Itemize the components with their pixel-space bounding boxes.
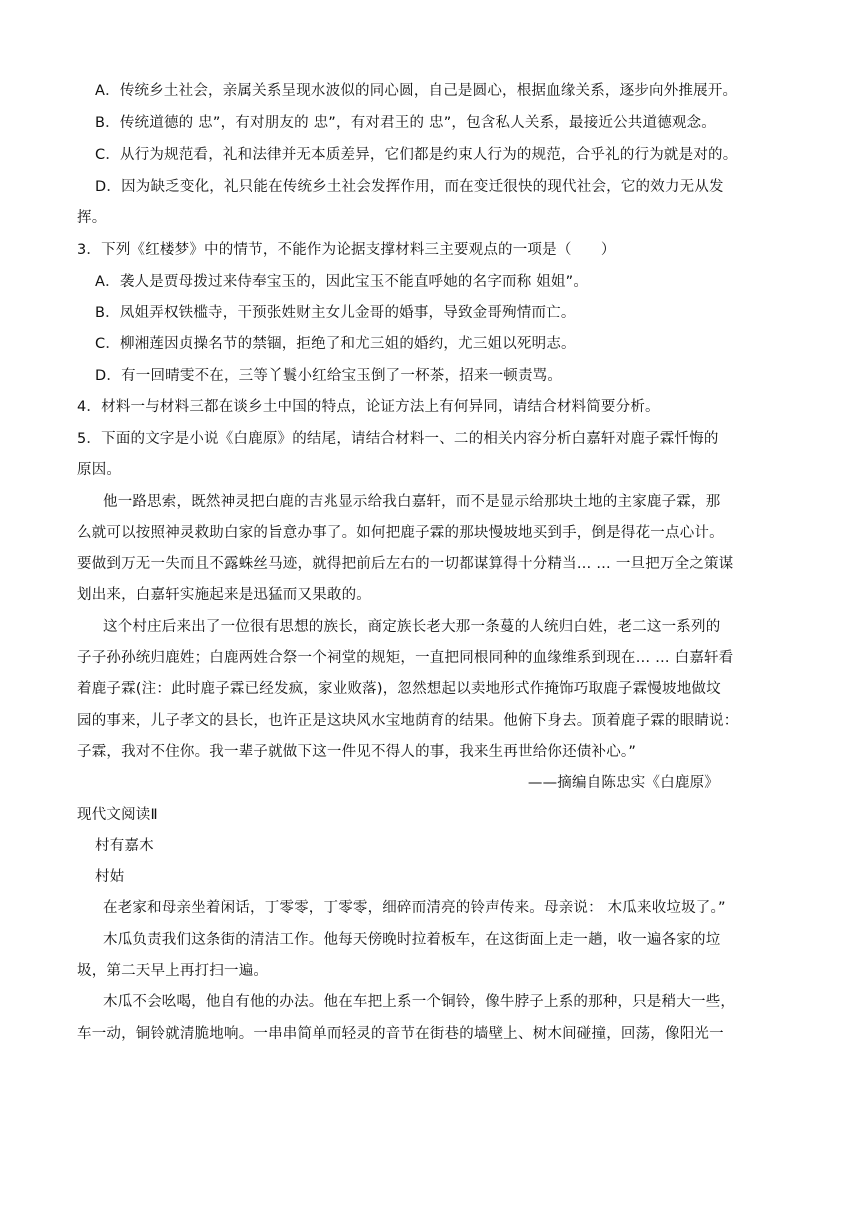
story-line: 木瓜不会吆喝，他自有他的办法。他在车把上系一个铜铃，像牛脖子上系的那种，只是稍大一些， [103, 994, 736, 1010]
excerpt-line: 他一路思索，既然神灵把白鹿的吉兆显示给我白嘉轩，而不是显示给那块土地的主家鹿子霖，那 [103, 494, 721, 510]
question-4: 4．材料一与材料三都在谈乡土中国的特点，论证方法上有何异同，请结合材料简要分析。 [77, 399, 660, 415]
excerpt-line: 子霖，我对不住你。我一辈子就做下这一件见不得人的事，我来生再世给你还债补心。” [77, 744, 637, 760]
q2-option-b: B．传统道德的 忠”，有对朋友的 忠”，有对君王的 忠”，包含私人关系，最接近公共道德观念。 [95, 115, 717, 131]
question-5-line-1: 5．下面的文字是小说《白鹿原》的结尾，请结合材料一、二的相关内容分析白嘉轩对鹿子霖忏悔的 [77, 431, 719, 447]
q3-option-b: B．凤姐弄权铁槛寺，干预张姓财主女儿金哥的婚事，导致金哥殉情而亡。 [95, 305, 576, 321]
story-author: 村姑 [95, 869, 125, 885]
excerpt-line: 要做到万无一失而且不露蛛丝马迹，就得把前后左右的一切都谋算得十分精当… … 一旦把万全之策谋 [77, 556, 734, 572]
q3-option-a: A．袭人是贾母拨过来侍奉宝玉的，因此宝玉不能直呼她的名字而称 姐姐”。 [95, 274, 589, 290]
excerpt-line: 么就可以按照神灵救助白家的旨意办事了。如何把鹿子霖的那块慢坡地买到手，倒是得花一点心计。 [77, 525, 724, 541]
story-line: 车一动，铜铃就清脆地响。一串串简单而轻灵的音节在街巷的墙壁上、树木间碰撞，回荡，像阳光一 [77, 1026, 724, 1042]
q3-option-d: D．有一回晴雯不在，三等丫鬟小红给宝玉倒了一杯茶，招来一顿责骂。 [95, 368, 563, 384]
excerpt-attribution: ——摘编自陈忠实《白鹿原》 [527, 775, 719, 791]
excerpt-line: 子子孙孙统归鹿姓；白鹿两姓合祭一个祠堂的规矩，一直把同根同种的血缘维系到现在… … 白嘉轩看 [77, 650, 734, 666]
story-line: 在老家和母亲坐着闲话，丁零零，丁零零，细碎而清亮的铃声传来。母亲说： 木瓜来收垃圾了。” [103, 900, 726, 916]
q2-option-a: A．传统乡土社会，亲属关系呈现水波似的同心圆，自己是圆心，根据血缘关系，逐步向外推展开。 [95, 83, 738, 99]
q2-option-c: C．从行为规范看，礼和法律并无本质差异，它们都是约束人行为的规范，合乎礼的行为就是对的。 [95, 147, 738, 163]
q2-option-d: D．因为缺乏变化，礼只能在传统乡土社会发挥作用，而在变迁很快的现代社会，它的效力无从发 [95, 179, 724, 195]
story-line: 圾，第二天早上再打扫一遍。 [77, 963, 269, 979]
question-5-line-2: 原因。 [77, 462, 122, 478]
excerpt-line: 划出来，白嘉轩实施起来是迅猛而又果敢的。 [77, 587, 371, 603]
story-line: 木瓜负责我们这条街的清洁工作。他每天傍晚时拉着板车，在这街面上走一趟，收一遍各家的垃 [103, 932, 721, 948]
excerpt-line: 着鹿子霖(注：此时鹿子霖已经发疯，家业败落)，忽然想起以卖地形式作掩饰巧取鹿子霖慢坡地做坟 [77, 681, 721, 697]
excerpt-line: 园的事来，儿子孝文的县长，也许正是这块风水宝地荫育的结果。他俯下身去。顶着鹿子霖的眼睛说： [77, 713, 739, 729]
q3-option-c: C．柳湘莲因贞操名节的禁锢，拒绝了和尤三姐的婚约，尤三姐以死明志。 [95, 336, 576, 352]
excerpt-line: 这个村庄后来出了一位很有思想的族长，商定族长老大那一条蔓的人统归白姓，老二这一系列的 [103, 619, 721, 635]
q2-option-d-continued: 挥。 [77, 210, 107, 226]
question-3-stem: 3．下列《红楼梦》中的情节，不能作为论据支撑材料三主要观点的一项是（ ） [77, 242, 616, 258]
section-title: 现代文阅读Ⅱ [77, 807, 158, 823]
story-title: 村有嘉木 [95, 838, 154, 854]
